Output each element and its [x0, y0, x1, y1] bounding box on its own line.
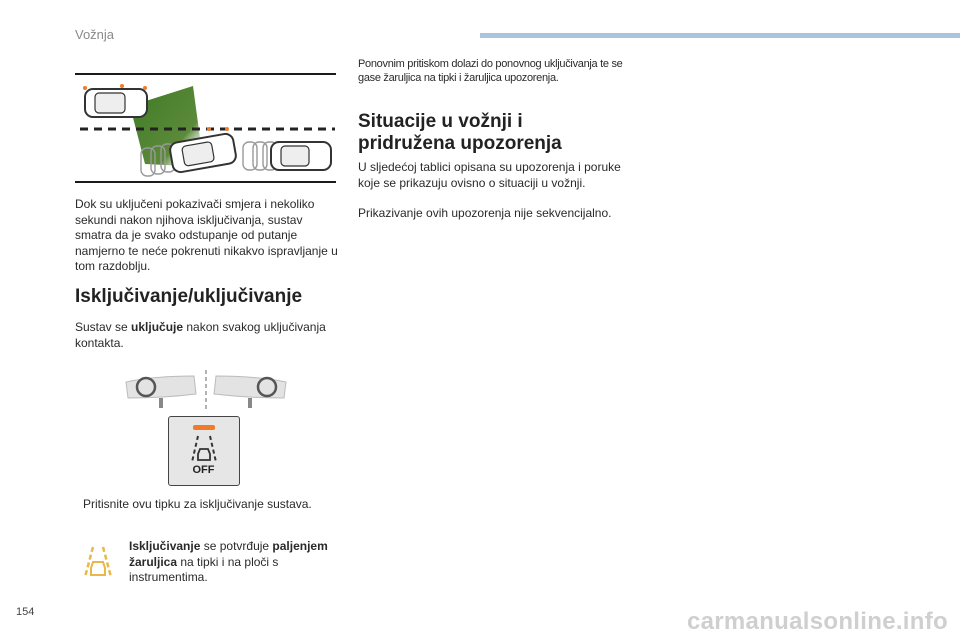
figure-top-rule [75, 73, 336, 75]
info-paragraph: Dok su uključeni pokazivači smjera i nekoliko sekundi nakon njihova isključivanja, sustav smatra da je svako odstupanje od putanje namjerno te neće pokrenuti nikakvo ispravljanje u tom razdoblju. [75, 197, 338, 273]
non-sequential-note: Prikazivanje ovih upozorenja nije sekvencijalno. [358, 206, 612, 220]
lane-assist-warning-icon [82, 545, 114, 579]
header-bar [480, 33, 960, 38]
text-run-bold: uključuje [131, 320, 184, 334]
watermark: carmanualsonline.info [686, 608, 948, 635]
activation-paragraph [75, 320, 340, 351]
text-run: nakon svakog uključivanja kontakta. [75, 320, 326, 350]
car-icon [271, 142, 331, 170]
lane-assist-button[interactable] [168, 416, 240, 486]
bullet-text: Pritisnite ovu tipku za isključivanje sustava. [83, 497, 312, 511]
reactivation-note: Ponovnim pritiskom dolazi do ponovnog uključivanja te se gase žaruljica na tipki i žaruljica upozorenja. [358, 58, 623, 84]
note-text [129, 539, 329, 586]
section-title: Vožnja [75, 27, 115, 42]
table-intro-paragraph: U sljedećoj tablici opisana su upozorenja i poruke koje se prikazuju ovisno o situaciji u vožnji. [358, 160, 621, 190]
section-heading: Isključivanje/uključivanje [75, 286, 303, 307]
section-heading: Situacije u vožnji i pridružena upozorenja [358, 111, 562, 154]
button-label: OFF [192, 464, 215, 476]
indicator-lamp [193, 425, 215, 430]
car-icon [83, 84, 147, 117]
text-run: se potvrđuje [200, 539, 273, 553]
text-run-bold: Isključivanje [129, 539, 201, 553]
text-run-bold: paljenjem žaruljica [129, 539, 328, 569]
lane-departure-illustration [75, 76, 336, 180]
lane-assist-button-icon [190, 434, 218, 464]
text-run: Sustav se [75, 320, 132, 334]
page-number: 154 [16, 606, 35, 618]
figure-bottom-rule [75, 181, 336, 183]
text-run: na tipki i na ploči s instrumentima. [129, 554, 279, 584]
steering-wheel-illustration [124, 368, 288, 412]
instruction-bullet [77, 497, 347, 514]
